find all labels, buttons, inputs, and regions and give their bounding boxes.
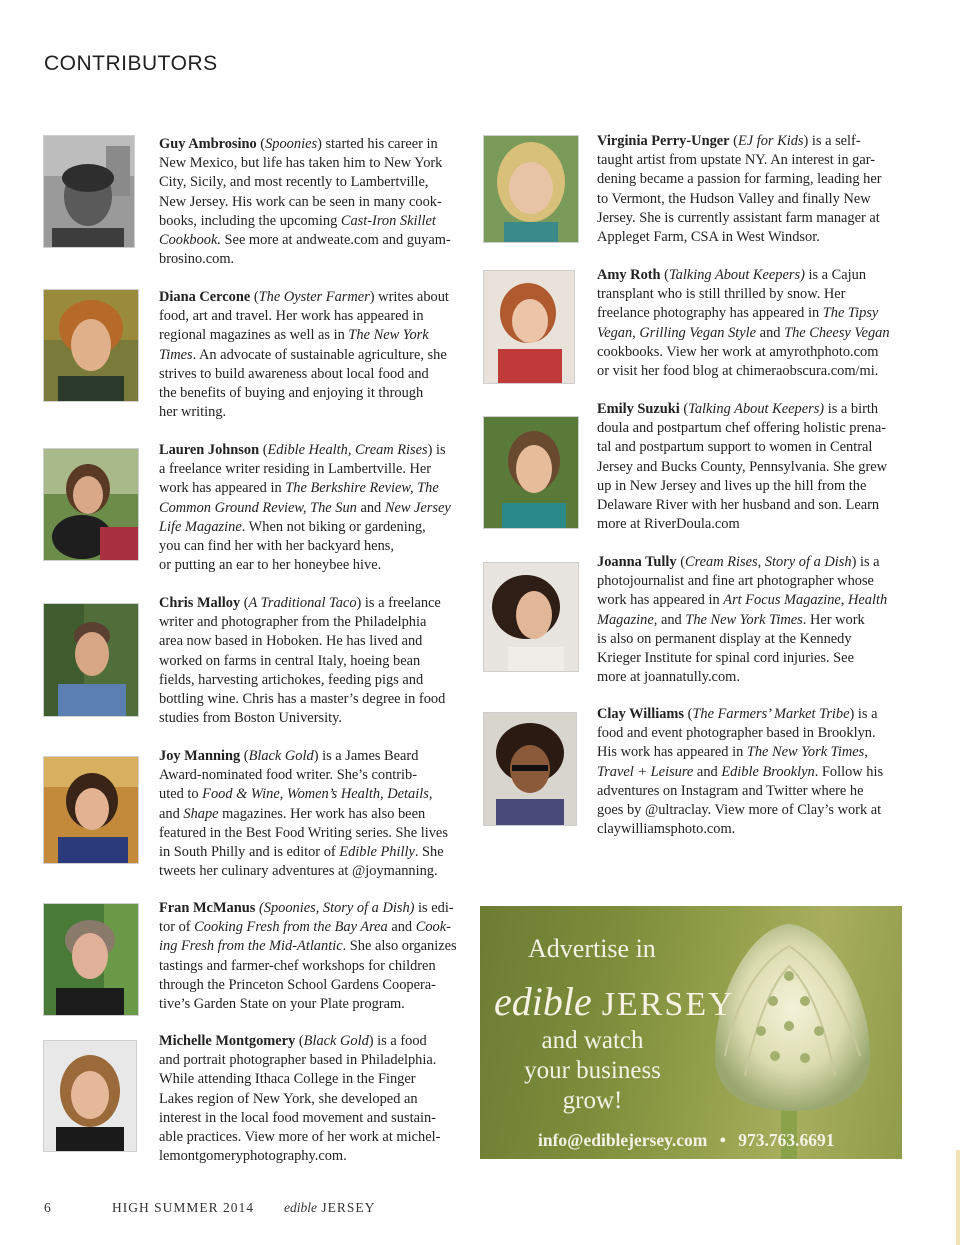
contributor-photo-guy-ambrosino [43, 135, 135, 248]
contributor-photo-virginia-perry-unger [483, 135, 579, 243]
page-title: CONTRIBUTORS [44, 52, 218, 75]
ad-email[interactable]: info@ediblejersey.com [538, 1130, 708, 1150]
contributor-photo-michelle-montgomery [43, 1040, 137, 1152]
contributor-bio-emily-suzuki: Emily Suzuki (Talking About Keepers) is a birth doula and postpartum chef offering holistic prena- tal and postpartum support to women in Central Jersey and Bucks County, Pennsylvania. She grew up in New Jersey and lives up the hill from the Delaware River with her husband and son. Learn more at RiverDoula.com [597, 401, 888, 533]
page-number: 6 [44, 1200, 52, 1215]
ad-separator: • [719, 1130, 726, 1150]
ad-headline: Advertise in [528, 934, 656, 963]
contributor-photo-joanna-tully [483, 562, 579, 672]
issue-label: HIGH SUMMER 2014 [112, 1200, 255, 1215]
ad-phone: 973.763.6691 [738, 1130, 835, 1150]
contributor-bio-lauren-johnson: Lauren Johnson (Edible Health, Cream Rises) is a freelance writer residing in Lambertville. Her work has appeared in The Berkshire Review, The Common Ground Review, The Sun and New Jersey Life Magazine. When not biking or gardening, you can find her with her backyard hens, or putting an ear to her honeybee hive. [159, 442, 451, 574]
ad-contact-line [538, 1130, 835, 1151]
contributor-bio-michelle-montgomery: Michelle Montgomery (Black Gold) is a food and portrait photographer based in Philadelphia. While attending Ithaca College in the Finger Lakes region of New York, she developed an interest in the local food movement and sustain- able practices. View more of her work at michel- lemontgomeryphotography.com. [159, 1033, 441, 1165]
advertisement-box [480, 906, 902, 1159]
contributor-bio-guy-ambrosino: Guy Ambrosino (Spoonies) started his career in New Mexico, but life has taken him to New York City, Sicily, and most recently to Lambertville, New Jersey. His work can be seen in many cook- books, including the upcoming Cast-Iron Skillet Cookbook. See more at andweate.com and guyam- brosino.com. [159, 136, 451, 268]
contributor-bio-diana-cercone: Diana Cercone (The Oyster Farmer) writes about food, art and travel. Her work has appeared in regional magazines as well as in The New York Times. An advocate of sustainable agriculture, she strives to build awareness about local food and the benefits of buying and enjoying it through her writing. [159, 289, 449, 421]
contributor-bio-amy-roth: Amy Roth (Talking About Keepers) is a Cajun transplant who is still thrilled by snow. Her freelance photography has appeared in The Tipsy Vegan, Grilling Vegan Style and The Cheesy Vegan cookbooks. View her work at amyrothphoto.com or visit her food blog at chimeraobscura.com/mi. [597, 267, 890, 380]
contributor-photo-chris-malloy [43, 603, 139, 717]
contributor-photo-amy-roth [483, 270, 575, 384]
contributor-bio-clay-williams: Clay Williams (The Farmers’ Market Tribe) is a food and event photographer based in Brooklyn. His work has appeared in The New York Times, Travel + Leisure and Edible Brooklyn. Follow his adventures on Instagram and Twitter where he goes by @ultraclay. View more of Clay’s work at claywilliamsphoto.com. [597, 706, 884, 838]
contributor-bio-joanna-tully: Joanna Tully (Cream Rises, Story of a Dish) is a photojournalist and fine art photographer whose work has appeared in Art Focus Magazine, Health Magazine, and The New York Times. Her work is also on permanent display at the Kennedy Krieger Institute for spinal cord injuries. See more at joannatully.com. [597, 554, 888, 686]
ad-tagline: and watch your business grow! [524, 1027, 661, 1114]
contributor-photo-emily-suzuki [483, 416, 579, 529]
contributor-photo-lauren-johnson [43, 448, 139, 561]
contributor-photo-diana-cercone [43, 289, 139, 402]
contributor-photo-joy-manning [43, 756, 139, 864]
page-edge-decoration [956, 1150, 960, 1245]
magazine-name: edible JERSEY [284, 1200, 376, 1215]
contributor-photo-fran-mcmanus [43, 903, 139, 1016]
contributor-bio-chris-malloy: Chris Malloy (A Traditional Taco) is a freelance writer and photographer from the Philadelphia area now based in Hoboken. He has lived and worked on farms in central Italy, hoeing bean fields, harvesting artichokes, feeding pigs and bottling wine. Chris has a master’s degree in food studies from Boston University. [159, 595, 446, 727]
contributor-bio-fran-mcmanus: Fran McManus (Spoonies, Story of a Dish) is edi- tor of Cooking Fresh from the Bay Area and Cook- ing Fresh from the Mid-Atlantic. She also organizes tastings and farmer-chef workshops for children through the Princeton School Gardens Coopera- tive’s Garden State on your Plate program. [159, 900, 457, 1013]
contributor-photo-clay-williams [483, 712, 577, 826]
contributor-bio-joy-manning: Joy Manning (Black Gold) is a James Beard Award-nominated food writer. She’s contrib- uted to Food & Wine, Women’s Health, Details, and Shape magazines. Her work has also been featured in the Best Food Writing series. She lives in South Philly and is editor of Edible Philly. She tweets her culinary adventures at @joymanning. [159, 748, 448, 880]
contributor-bio-virginia-perry-unger: Virginia Perry-Unger (EJ for Kids) is a self- taught artist from upstate NY. An interest in gar- dening became a passion for farming, leading her to Vermont, the Hudson Valley and finally New Jersey. She is currently assistant farm manager at Appleget Farm, CSA in West Windsor. [597, 133, 882, 246]
allium-flower-image [685, 906, 902, 1159]
ad-brand-logo: edible JERSEY [494, 979, 735, 1024]
